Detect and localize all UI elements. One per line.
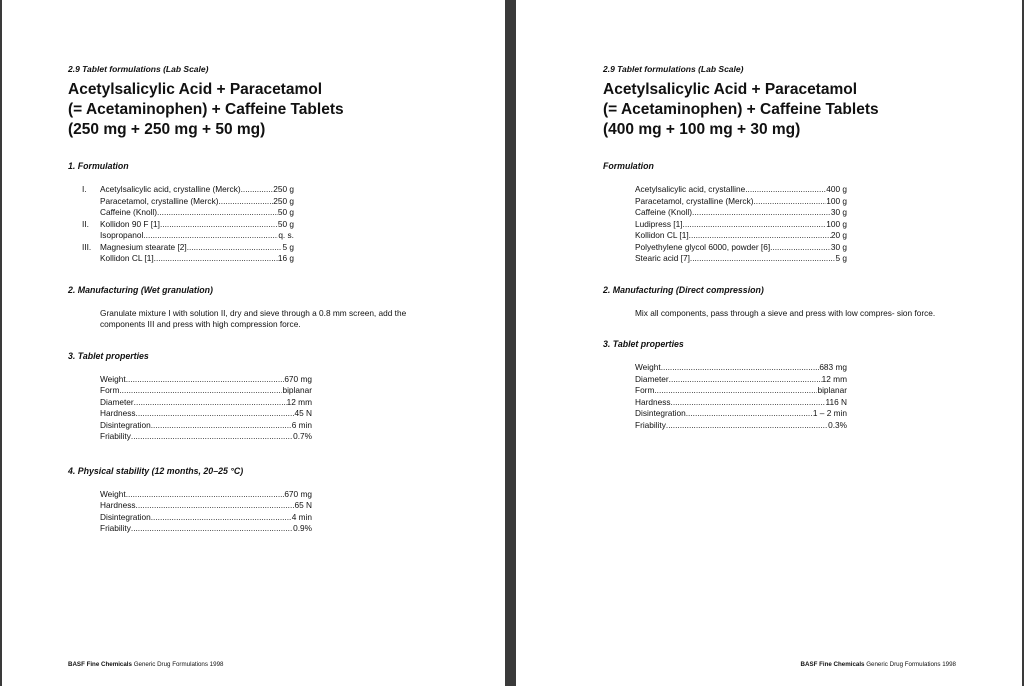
formulation-row: Polyethylene glycol 6000, powder [6] ..... 30 g	[635, 242, 847, 254]
page-footer	[801, 661, 956, 668]
title-line-1: Acetylsalicylic Acid + Paracetamol	[68, 81, 323, 98]
formulation-row: Paracetamol, crystalline (Merck) ..... 100 g	[635, 196, 847, 208]
document-page-left	[2, 0, 505, 686]
properties-list	[635, 362, 847, 431]
property-row: Diameter ..... 12 mm	[635, 374, 847, 386]
properties-list	[100, 374, 312, 443]
property-row: Diameter ..... 12 mm	[100, 397, 312, 409]
formulation-row: Acetylsalicylic acid, crystalline ..... 400 g	[635, 184, 847, 196]
formulation-row: Stearic acid [7] ..... 5 g	[635, 253, 847, 265]
formulation-list	[635, 184, 847, 265]
property-row: Form ..... biplanar	[635, 385, 847, 397]
property-row: Weight ..... 683 mg	[635, 362, 847, 374]
title-line-2: (= Acetaminophen) + Caffeine Tablets	[603, 101, 879, 118]
formulation-row: Isopropanol ..... q. s.	[82, 230, 294, 242]
property-row: Form ..... biplanar	[100, 385, 312, 397]
footer-brand: BASF Fine Chemicals	[800, 661, 865, 668]
formulation-row: II. Kollidon 90 F [1] ..... 50 g	[82, 219, 294, 231]
document-page-right	[516, 0, 1022, 686]
formulation-row: III. Magnesium stearate [2] ..... 5 g	[82, 242, 294, 254]
manufacturing-heading: 2. Manufacturing (Wet granulation)	[68, 284, 213, 295]
formulation-row: Kollidon CL [1] ..... 16 g	[82, 253, 294, 265]
stability-heading: 4. Physical stability (12 months, 20–25 °C)	[68, 465, 244, 476]
page-title	[68, 80, 488, 140]
manufacturing-heading: 2. Manufacturing (Direct compression)	[603, 284, 764, 295]
formulation-row: Paracetamol, crystalline (Merck) ..... 250 g	[82, 196, 294, 208]
title-line-2: (= Acetaminophen) + Caffeine Tablets	[68, 101, 344, 118]
stability-row: Friability ..... 0.9%	[100, 523, 312, 535]
property-row: Disintegration ..... 1 – 2 min	[635, 408, 847, 420]
property-row: Disintegration ..... 6 min	[100, 420, 312, 432]
page-content-left	[68, 64, 488, 535]
stability-row: Disintegration ..... 4 min	[100, 512, 312, 524]
title-line-1: Acetylsalicylic Acid + Paracetamol	[603, 81, 858, 98]
property-row: Friability ..... 0.3%	[635, 420, 847, 432]
page-title	[603, 80, 1022, 140]
page-content-right	[603, 64, 1022, 431]
formulation-row: Caffeine (Knoll) ..... 30 g	[635, 207, 847, 219]
stability-row: Hardness ..... 65 N	[100, 500, 312, 512]
manufacturing-text: Mix all components, pass through a sieve and press with low compres- sion force.	[635, 307, 936, 318]
formulation-heading: 1. Formulation	[68, 161, 129, 171]
stability-list	[100, 489, 312, 535]
formulation-list	[82, 184, 294, 265]
properties-heading: 3. Tablet properties	[603, 339, 684, 349]
stability-row: Weight ..... 670 mg	[100, 489, 312, 501]
footer-text: Generic Drug Formulations 1998	[131, 661, 224, 668]
property-row: Weight ..... 670 mg	[100, 374, 312, 386]
title-line-3: (400 mg + 100 mg + 30 mg)	[603, 121, 801, 138]
section-header: 2.9 Tablet formulations (Lab Scale)	[603, 64, 744, 74]
manufacturing-text: Granulate mixture I with solution II, dry and sieve through a 0.8 mm screen, add the components III and press with high compression force.	[100, 307, 407, 329]
section-header: 2.9 Tablet formulations (Lab Scale)	[68, 64, 209, 74]
property-row: Hardness ..... 116 N	[635, 397, 847, 409]
formulation-row: Caffeine (Knoll) ..... 50 g	[82, 207, 294, 219]
page-footer	[68, 661, 223, 668]
formulation-heading: Formulation	[603, 161, 654, 171]
formulation-row: Ludipress [1] ..... 100 g	[635, 219, 847, 231]
formulation-row: I. Acetylsalicylic acid, crystalline (Merck) ..... 250 g	[82, 184, 294, 196]
properties-heading: 3. Tablet properties	[68, 350, 149, 361]
footer-brand: BASF Fine Chemicals	[68, 661, 132, 668]
property-row: Friability ..... 0.7%	[100, 431, 312, 443]
footer-text: Generic Drug Formulations 1998	[864, 661, 956, 668]
property-row: Hardness ..... 45 N	[100, 408, 312, 420]
formulation-row: Kollidon CL [1] ..... 20 g	[635, 230, 847, 242]
title-line-3: (250 mg + 250 mg + 50 mg)	[68, 121, 266, 138]
